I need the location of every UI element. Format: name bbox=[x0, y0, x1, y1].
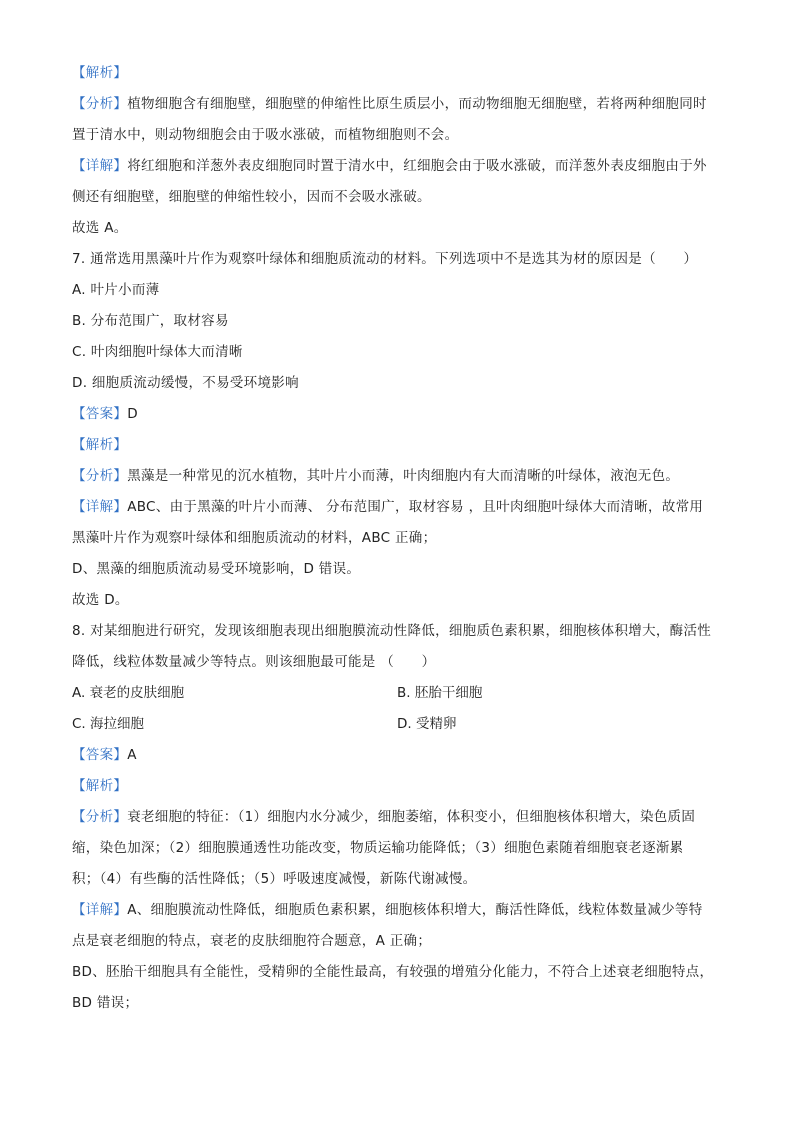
fenxi-tag: 【分析】 bbox=[72, 96, 128, 112]
q6-conclusion: 故选 A。 bbox=[72, 220, 128, 236]
q6-xiangjie-line-1: 【详解】将红细胞和洋葱外表皮细胞同时置于清水中，红细胞会由于吸水涨破，而洋葱外表皮细胞由于外 bbox=[72, 158, 707, 174]
q7-analysis-heading: 【解析】 bbox=[72, 437, 128, 453]
q7-option-c: C. 叶肉细胞叶绿体大而清晰 bbox=[72, 344, 243, 360]
q8-xiangjie-line-1: 【详解】A、细胞膜流动性降低，细胞质色素积累，细胞核体积增大，酶活性降低，线粒体数量减少等特 bbox=[72, 902, 703, 918]
q8-fenxi-line-2: 缩，染色加深；（2）细胞膜通透性功能改变，物质运输功能降低；（3）细胞色素随着细胞衰老逐渐累 bbox=[72, 840, 684, 856]
q7-xiangjie-line-2: 黑藻叶片作为观察叶绿体和细胞质流动的材料，ABC 正确； bbox=[72, 530, 437, 546]
xiangjie-tag: 【详解】 bbox=[72, 499, 128, 515]
q7-xiangjie-line-3: D、黑藻的细胞质流动易受环境影响，D 错误。 bbox=[72, 561, 361, 577]
q8-answer: 【答案】A bbox=[72, 747, 137, 763]
q8-option-c: C. 海拉细胞 bbox=[72, 716, 145, 732]
q8-xiangjie-line-3: BD、胚胎干细胞具有全能性，受精卵的全能性最高，有较强的增殖分化能力，不符合上述衰老细胞特点， bbox=[72, 964, 714, 980]
q7-stem: 7. 通常选用黑藻叶片作为观察叶绿体和细胞质流动的材料。下列选项中不是选其为材的原因是（ ） bbox=[72, 251, 698, 267]
xiangjie-tag: 【详解】 bbox=[72, 902, 128, 918]
fenxi-tag: 【分析】 bbox=[72, 809, 128, 825]
q8-option-b: B. 胚胎干细胞 bbox=[397, 685, 483, 701]
answer-tag: 【答案】 bbox=[72, 406, 128, 422]
q7-fenxi: 【分析】黑藻是一种常见的沉水植物，其叶片小而薄，叶肉细胞内有大而清晰的叶绿体，液泡无色。 bbox=[72, 468, 680, 484]
document-page bbox=[72, 62, 724, 1023]
xiangjie-tag: 【详解】 bbox=[72, 158, 128, 174]
q8-xiangjie-line-2: 点是衰老细胞的特点，衰老的皮肤细胞符合题意，A 正确； bbox=[72, 933, 432, 949]
q8-options-row-1 bbox=[72, 682, 724, 704]
q8-option-d: D. 受精卵 bbox=[397, 716, 457, 732]
q8-option-a: A. 衰老的皮肤细胞 bbox=[72, 685, 185, 701]
q8-stem-line-2: 降低，线粒体数量减少等特点。则该细胞最可能是 （ ） bbox=[72, 654, 436, 670]
q8-fenxi-line-1: 【分析】衰老细胞的特征：（1）细胞内水分减少，细胞萎缩，体积变小，但细胞核体积增大，染色质固 bbox=[72, 809, 696, 825]
q8-xiangjie-line-4: BD 错误； bbox=[72, 995, 139, 1011]
q7-option-b: B. 分布范围广，取材容易 bbox=[72, 313, 229, 329]
q7-option-a: A. 叶片小而薄 bbox=[72, 282, 160, 298]
answer-tag: 【答案】 bbox=[72, 747, 128, 763]
fenxi-tag: 【分析】 bbox=[72, 468, 128, 484]
q6-xiangjie-line-2: 侧还有细胞壁，细胞壁的伸缩性较小，因而不会吸水涨破。 bbox=[72, 189, 431, 205]
q8-stem-line-1: 8. 对某细胞进行研究，发现该细胞表现出细胞膜流动性降低，细胞质色素积累，细胞核体积增大，酶活性 bbox=[72, 623, 712, 639]
q8-fenxi-line-3: 积；（4）有些酶的活性降低；（5）呼吸速度减慢，新陈代谢减慢。 bbox=[72, 871, 477, 887]
q8-options-row-2 bbox=[72, 713, 724, 735]
q7-xiangjie-line-1: 【详解】ABC、由于黑藻的叶片小而薄、 分布范围广，取材容易 ，且叶肉细胞叶绿体大而清晰，故常用 bbox=[72, 499, 704, 515]
q6-analysis-heading: 【解析】 bbox=[72, 65, 128, 81]
q7-option-d: D. 细胞质流动缓慢，不易受环境影响 bbox=[72, 375, 299, 391]
q6-fenxi-line-1: 【分析】植物细胞含有细胞壁，细胞壁的伸缩性比原生质层小，而动物细胞无细胞壁，若将两种细胞同时 bbox=[72, 96, 707, 112]
q6-fenxi-line-2: 置于清水中，则动物细胞会由于吸水涨破，而植物细胞则不会。 bbox=[72, 127, 459, 143]
q7-conclusion: 故选 D。 bbox=[72, 592, 129, 608]
q7-answer: 【答案】D bbox=[72, 406, 138, 422]
q8-analysis-heading: 【解析】 bbox=[72, 778, 128, 794]
